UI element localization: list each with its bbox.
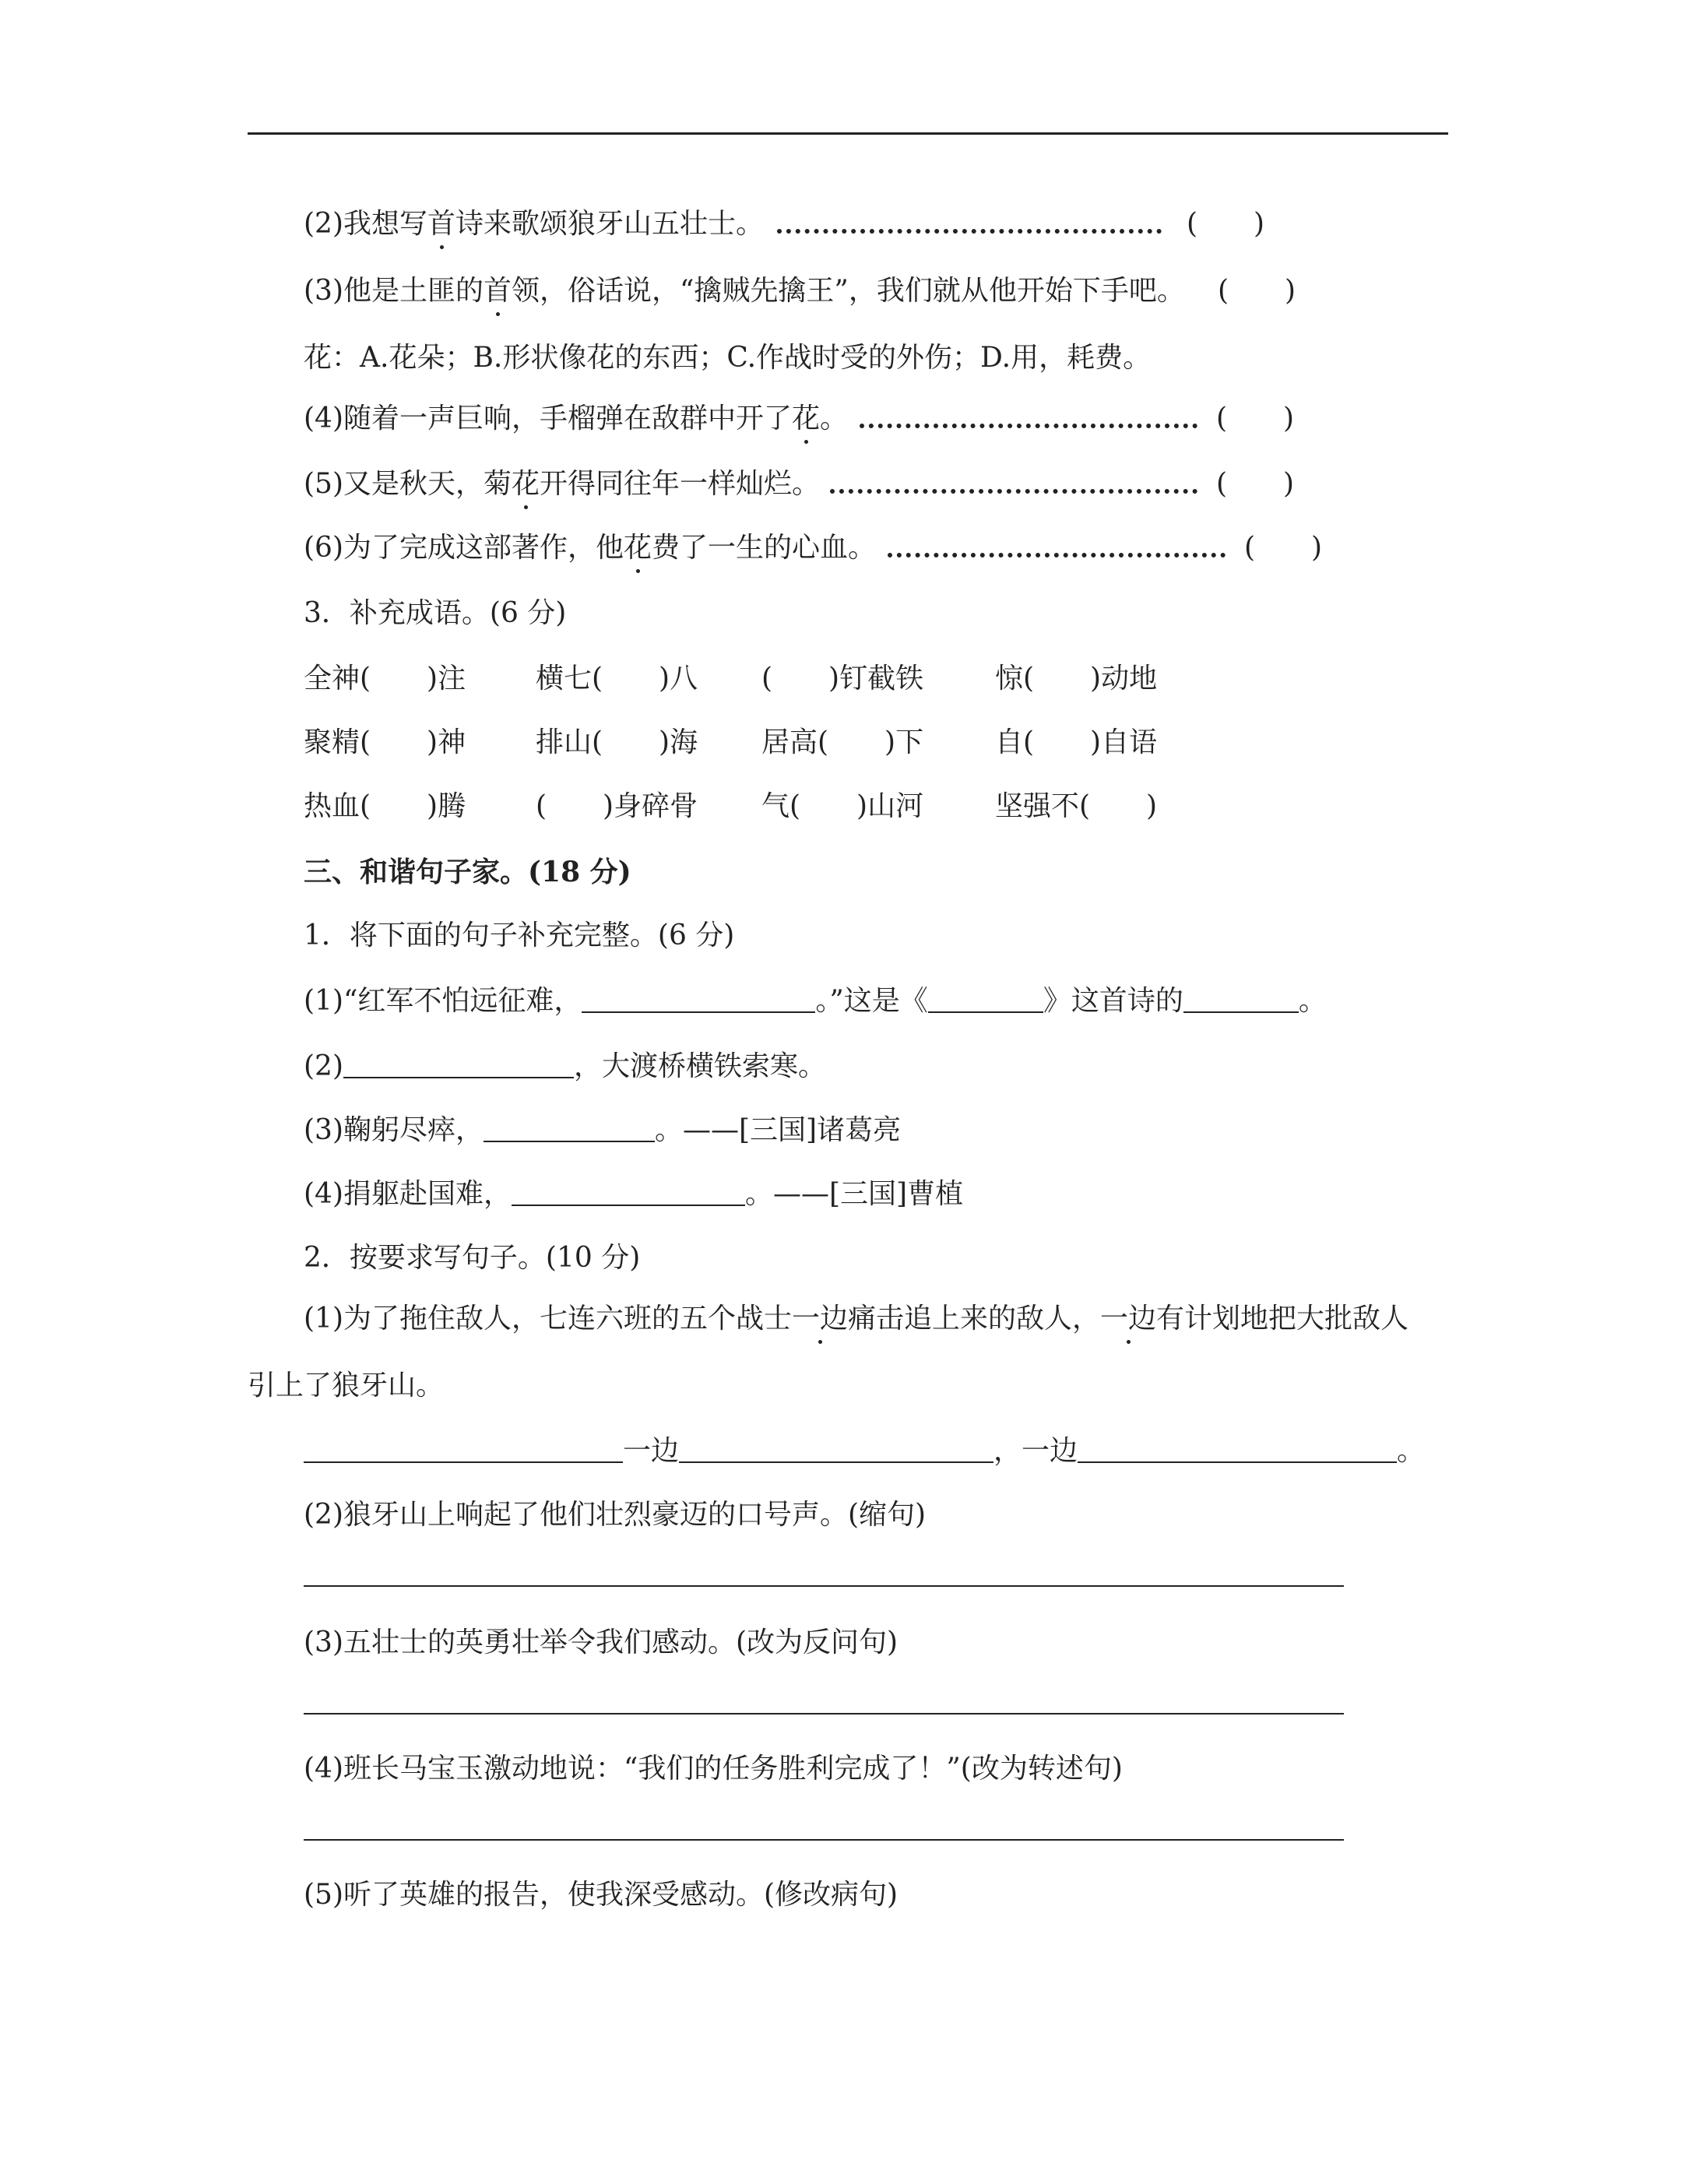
sentence-5: (5)听了英雄的报告，使我深受感动。(修改病句) — [304, 1879, 899, 1911]
emphasis-char: 花 — [512, 466, 540, 503]
answer-blank[interactable] — [304, 1433, 623, 1463]
answer-line[interactable] — [304, 1713, 1344, 1714]
q2-heading: 2．按要求写句子。(10 分) — [304, 1242, 641, 1274]
emphasis-word: 一边 — [792, 1303, 848, 1335]
answer-paren-close: ) — [1283, 403, 1295, 434]
q1-heading: 1．将下面的句子补充完整。(6 分) — [304, 920, 735, 951]
idiom-item: 居高( )下 — [761, 726, 924, 758]
q2-item-4: (4)随着一声巨响，手榴弹在敌群中开了花。 — [304, 400, 848, 438]
answer-blank[interactable] — [1183, 983, 1299, 1013]
idiom-item: 聚精( )神 — [304, 726, 466, 758]
answer-blank[interactable] — [512, 1176, 745, 1206]
idiom-item: 横七( )八 — [536, 663, 698, 695]
answer-paren-close: ) — [1285, 275, 1296, 307]
answer-paren-open: ( — [1216, 403, 1228, 434]
idiom-item: ( )钉截铁 — [761, 663, 924, 695]
dot-leader — [860, 424, 1197, 428]
answer-line[interactable] — [304, 1585, 1344, 1587]
emphasis-char: 首 — [484, 273, 512, 310]
answer-paren-open: ( — [1244, 532, 1256, 564]
emphasis-word: 一边 — [1100, 1303, 1156, 1335]
q2-item-5: (5)又是秋天，菊花开得同往年一样灿烂。 — [304, 466, 820, 503]
answer-blank[interactable] — [928, 983, 1043, 1013]
answer-blank[interactable] — [582, 983, 815, 1013]
answer-blank[interactable] — [679, 1433, 993, 1463]
emphasis-char: 首 — [427, 206, 455, 243]
answer-paren-close: ) — [1283, 468, 1295, 500]
dot-leader — [888, 553, 1226, 557]
idiom-item: 全神( )注 — [304, 663, 466, 695]
sentence-3: (3)五壮士的英勇壮举令我们感动。(改为反问句) — [304, 1627, 899, 1658]
header-rule — [248, 132, 1448, 135]
answer-blank[interactable] — [1078, 1433, 1397, 1463]
answer-blank[interactable] — [343, 1049, 574, 1078]
fill-line-4: (4)捐躯赴国难， 。——[三国]曹植 — [304, 1178, 964, 1210]
emphasis-char: 花 — [624, 529, 652, 567]
rewrite-line-1: 一边 ，一边 。 — [304, 1433, 1425, 1470]
sentence-4: (4)班长马宝玉激动地说：“我们的任务胜利完成了！”(改为转述句) — [304, 1753, 1123, 1785]
q2-item-6: (6)为了完成这部著作，他花费了一生的心血。 — [304, 529, 876, 567]
q2-item-3: (3)他是土匪的首领，俗话说，“擒贼先擒王”，我们就从他开始下手吧。 — [304, 273, 1185, 310]
fill-line-2: (2) ，大渡桥横铁索寒。 — [304, 1050, 827, 1082]
idiom-item: ( )身碎骨 — [536, 790, 698, 822]
answer-paren-open: ( — [1187, 208, 1198, 240]
section-heading: 三、和谐句子家。(18 分) — [304, 856, 631, 888]
idiom-item: 排山( )海 — [536, 726, 698, 758]
idiom-item: 坚强不( ) — [995, 790, 1158, 822]
idiom-item: 自( )自语 — [995, 726, 1158, 758]
sentence-1: (1)为了拖住敌人，七连六班的五个战士一边痛击追上来的敌人，一边有计划地把大批敌人 — [304, 1300, 1408, 1338]
dot-leader — [830, 489, 1197, 494]
fill-line-1: (1)“红军不怕远征难， 。”这是《 》这首诗的 。 — [304, 985, 1327, 1017]
answer-paren-open: ( — [1218, 275, 1229, 307]
hua-definitions: 花：A.花朵；B.形状像花的东西；C.作战时受的外伤；D.用，耗费。 — [304, 342, 1152, 374]
idiom-item: 热血( )腾 — [304, 790, 466, 822]
sentence-2: (2)狼牙山上响起了他们壮烈豪迈的口号声。(缩句) — [304, 1499, 927, 1531]
fill-line-3: (3)鞠躬尽瘁， 。——[三国]诸葛亮 — [304, 1114, 902, 1146]
answer-paren-open: ( — [1216, 468, 1228, 500]
emphasis-char: 花 — [792, 400, 820, 438]
answer-paren-close: ) — [1254, 208, 1265, 240]
q3-heading: 3．补充成语。(6 分) — [304, 597, 567, 629]
answer-line[interactable] — [304, 1839, 1344, 1841]
answer-paren-close: ) — [1311, 532, 1323, 564]
sentence-1-continued: 引上了狼牙山。 — [248, 1370, 445, 1401]
idiom-item: 气( )山河 — [761, 790, 924, 822]
idiom-item: 惊( )动地 — [995, 663, 1158, 695]
dot-leader — [777, 229, 1162, 234]
answer-blank[interactable] — [484, 1113, 655, 1142]
q2-item-2: (2)我想写首诗来歌颂狼牙山五壮士。 — [304, 206, 764, 243]
